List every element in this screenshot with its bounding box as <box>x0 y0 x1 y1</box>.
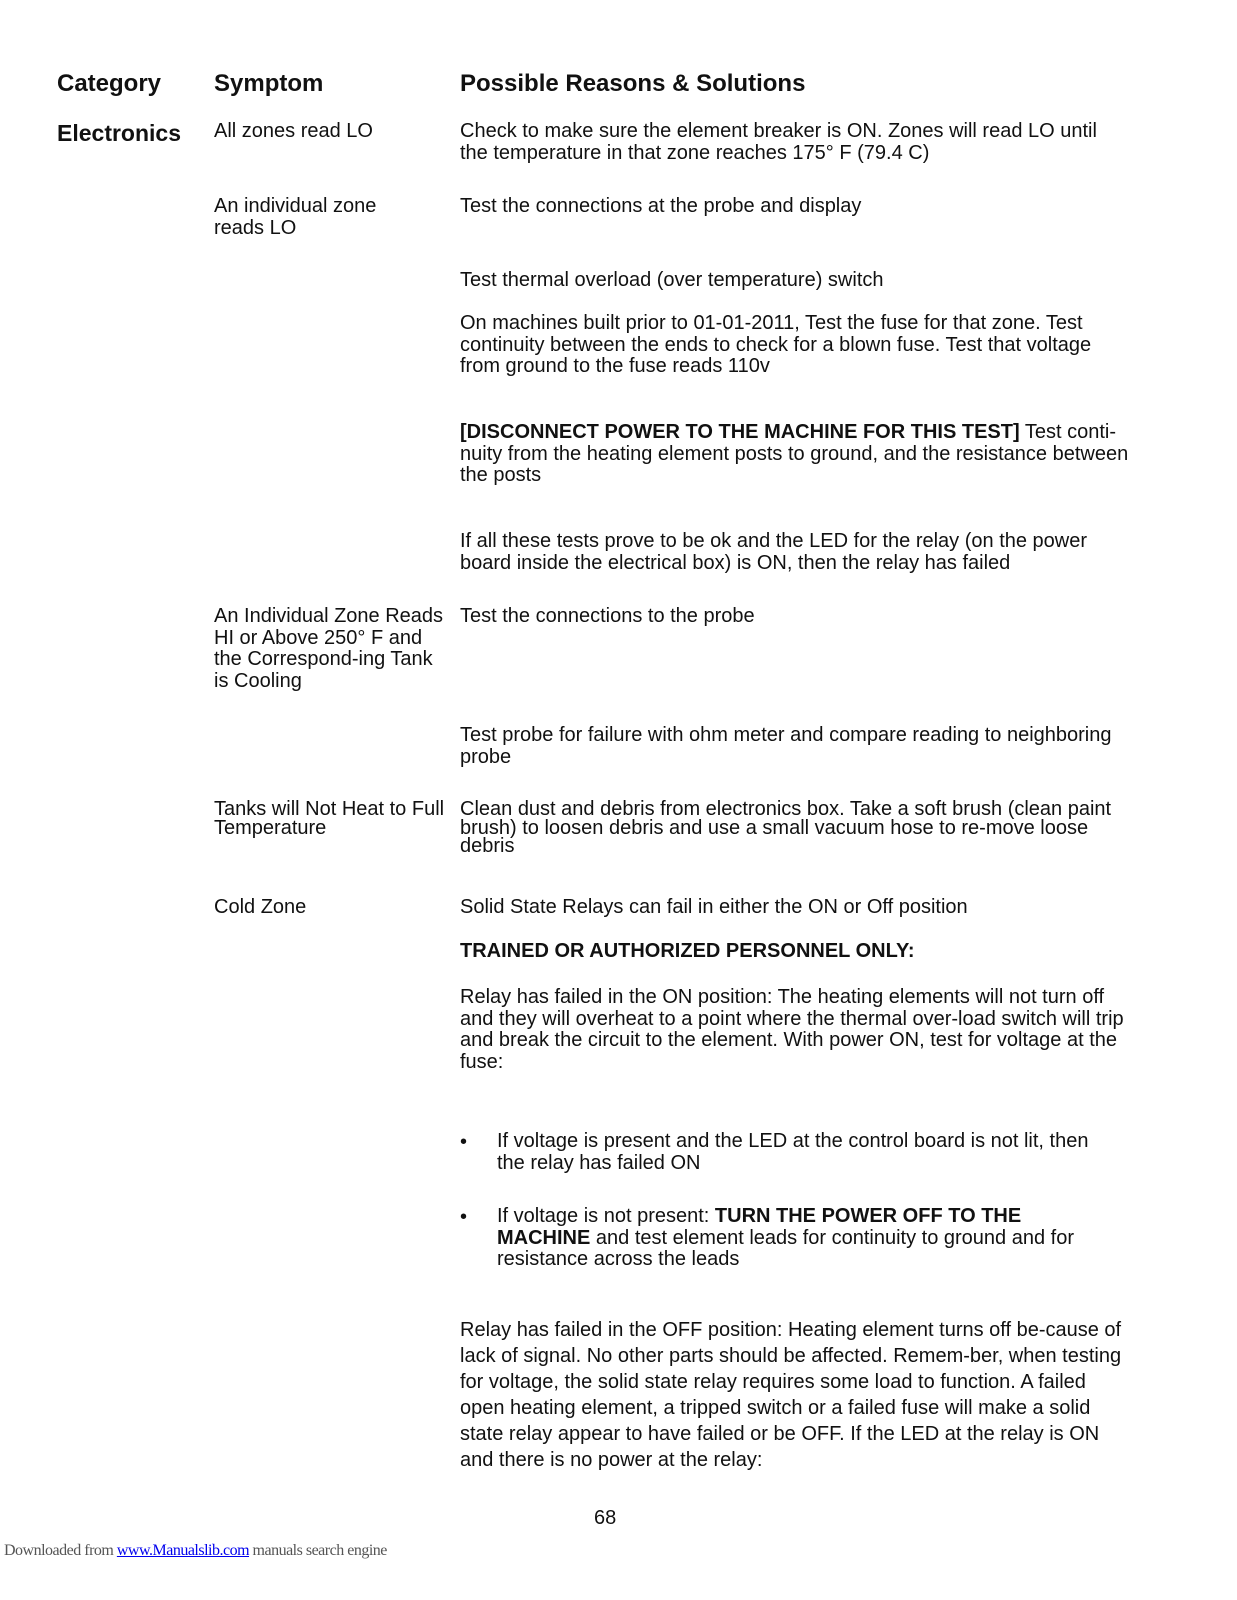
bullet-power-off-warning: TURN THE POWER OFF TO THE MACHINE <box>497 1205 1022 1249</box>
solution-relay-failed-off: Relay has failed in the OFF position: Heating element turns off be-cause of lack of signal. No other parts should be affected. Remem-ber, when testing for voltage, the solid state relay requires some load to function. A failed open heating element, a tripped switch or a failed fuse will make a solid state relay appear to have failed or be OFF. If the LED at the relay is ON and there is no power at the relay: <box>460 1319 1122 1471</box>
bullet-marker: • <box>460 1131 468 1153</box>
symptom-cold-zone: Cold Zone <box>214 896 307 918</box>
solution-test-fuse: On machines built prior to 01-01-2011, Test the fuse for that zone. Test continuity between the ends to check for a blown fuse. Test that voltage from ground to the fuse reads 110v <box>460 312 1092 377</box>
symptom-individual-zone-lo: An individual zone reads LO <box>214 195 377 239</box>
bullet-voltage-present: If voltage is present and the LED at the control board is not lit, then the relay has failed ON <box>497 1130 1089 1174</box>
solution-clean-dust: Clean dust and debris from electronics box. Take a soft brush (clean paint brush) to loosen debris and use a small vacuum hose to re-move loose debris <box>460 798 1112 857</box>
solution-disconnect-power-warning: [DISCONNECT POWER TO THE MACHINE FOR THIS TEST] <box>460 421 1020 443</box>
header-solutions: Possible Reasons & Solutions <box>460 70 806 97</box>
footer-suffix: manuals search engine <box>249 1542 387 1559</box>
symptom-individual-zone-hi: An Individual Zone Reads HI or Above 250° F and the Correspond-ing Tank is Cooling <box>214 605 444 692</box>
solution-test-thermal-overload: Test thermal overload (over temperature) switch <box>460 269 884 291</box>
page-number: 68 <box>594 1507 617 1529</box>
bullet-voltage-not-present <box>497 1206 1107 1271</box>
symptom-all-zones-lo: All zones read LO <box>214 120 373 142</box>
symptom-tanks-not-heat: Tanks will Not Heat to Full Temperature <box>214 798 445 839</box>
footer-link[interactable]: www.Manualslib.com <box>116 1542 250 1559</box>
header-symptom: Symptom <box>214 70 324 97</box>
solution-disconnect-power-text: Test conti-nuity from the heating element posts to ground, and the resistance between the posts <box>460 421 1129 486</box>
bullet-voltage-not-present-post: and test element leads for continuity to ground and for resistance across the leads <box>497 1226 1074 1270</box>
solution-relay-failed: If all these tests prove to be ok and the LED for the relay (on the power board inside the electrical box) is ON, then the relay has failed <box>460 530 1088 574</box>
solution-trained-personnel: TRAINED OR AUTHORIZED PERSONNEL ONLY: <box>460 940 915 962</box>
bullet-voltage-not-present-pre: If voltage is not present: <box>497 1205 715 1227</box>
solution-test-probe-ohm: Test probe for failure with ohm meter and compare reading to neighboring probe <box>460 724 1112 768</box>
footer <box>4 1542 387 1560</box>
solution-solid-state-relays: Solid State Relays can fail in either the ON or Off position <box>460 896 968 918</box>
category-electronics: Electronics <box>57 120 181 146</box>
footer-prefix: Downloaded from <box>4 1542 117 1559</box>
bullet-marker: • <box>460 1206 468 1228</box>
solution-test-connections-probe: Test the connections to the probe <box>460 605 755 627</box>
header-category: Category <box>57 70 162 97</box>
solution-test-connections-probe-display: Test the connections at the probe and display <box>460 195 862 217</box>
solution-relay-failed-on: Relay has failed in the ON position: The heating elements will not turn off and they will overheat to a point where the thermal over-load switch will trip and break the circuit to the element. With power ON, test for voltage at the fuse: <box>460 986 1124 1073</box>
solution-check-breaker: Check to make sure the element breaker is ON. Zones will read LO until the temperature in that zone reaches 175° F (79.4 C) <box>460 120 1097 164</box>
solution-disconnect-power <box>460 422 1130 487</box>
